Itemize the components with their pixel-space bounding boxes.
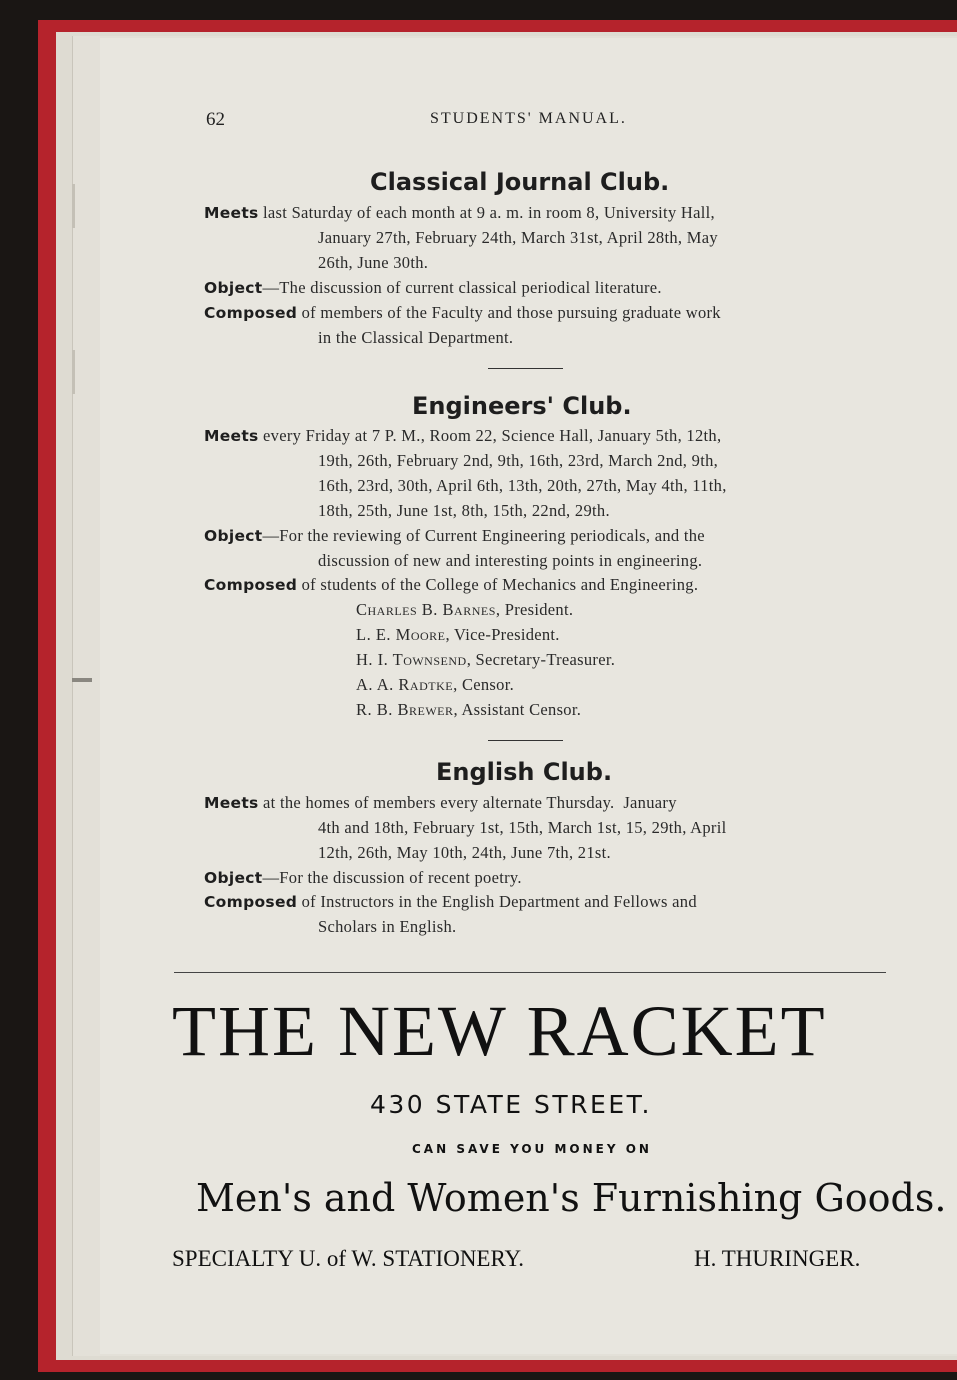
advertisement-top-rule	[174, 972, 886, 973]
officer-role: , President.	[495, 600, 574, 619]
page-number: 62	[206, 109, 225, 130]
club-object-line	[204, 278, 662, 298]
officer-line	[356, 600, 573, 620]
composed-text: of Instructors in the English Department and Fellows and	[301, 892, 697, 911]
object-text: —The discussion of current classical periodical literature.	[262, 278, 662, 297]
advertisement-goods: Men's and Women's Furnishing Goods.	[196, 1176, 947, 1220]
composed-text: Scholars in English.	[318, 917, 457, 936]
composed-label: Composed	[204, 576, 298, 594]
officer-role: , Secretary-Treasurer.	[466, 650, 616, 669]
officer-line	[356, 625, 560, 645]
meets-text: 16th, 23rd, 30th, April 6th, 13th, 20th, 27th, May 4th, 11th,	[318, 476, 727, 495]
page-tab-mark	[72, 350, 75, 394]
officer-name: L. E. Moore	[356, 625, 446, 644]
advertisement-store-name: THE NEW RACKET	[172, 991, 827, 1071]
club-object-line	[204, 526, 705, 546]
page-tab-mark	[72, 678, 92, 682]
club-meets-line	[204, 426, 721, 446]
meets-label: Meets	[204, 427, 259, 445]
club-composed-line	[204, 892, 697, 912]
meets-label: Meets	[204, 204, 259, 222]
meets-text: last Saturday of each month at 9 a. m. in room 8, University Hall,	[263, 203, 715, 222]
club-title-english: English Club.	[436, 758, 613, 786]
meets-text: 26th, June 30th.	[318, 253, 429, 272]
composed-text: in the Classical Department.	[318, 328, 514, 347]
club-meets-line	[204, 793, 677, 813]
club-meets-line	[204, 203, 715, 223]
composed-text: of students of the College of Mechanics and Engineering.	[301, 575, 699, 594]
object-label: Object	[204, 869, 263, 887]
officer-line	[356, 675, 514, 695]
club-title-classical: Classical Journal Club.	[370, 168, 670, 196]
meets-text: every Friday at 7 P. M., Room 22, Science Hall, January 5th, 12th,	[263, 426, 722, 445]
book-page	[100, 38, 957, 1354]
object-text: discussion of new and interesting points in engineering.	[318, 551, 703, 570]
page-tab-mark	[72, 184, 75, 228]
club-composed-line	[204, 303, 721, 323]
officer-role: , Assistant Censor.	[453, 700, 582, 719]
club-object-line	[204, 868, 522, 888]
object-text: —For the discussion of recent poetry.	[262, 868, 522, 887]
meets-text: 18th, 25th, June 1st, 8th, 15th, 22nd, 29th.	[318, 501, 610, 520]
officer-name: Charles B. Barnes	[356, 600, 496, 619]
officer-name: H. I. Townsend	[356, 650, 467, 669]
advertisement-address: 430 STATE STREET.	[370, 1090, 652, 1119]
meets-text: 4th and 18th, February 1st, 15th, March 1st, 15, 29th, April	[318, 818, 727, 837]
running-title: STUDENTS' MANUAL.	[430, 110, 627, 127]
meets-text: at the homes of members every alternate Thursday. January	[263, 793, 677, 812]
officer-role: , Censor.	[453, 675, 515, 694]
meets-text: January 27th, February 24th, March 31st, April 28th, May	[318, 228, 718, 247]
composed-label: Composed	[204, 893, 298, 911]
meets-label: Meets	[204, 794, 259, 812]
object-text: —For the reviewing of Current Engineering periodicals, and the	[262, 526, 705, 545]
meets-text: 12th, 26th, May 10th, 24th, June 7th, 21st.	[318, 843, 611, 862]
club-composed-line	[204, 575, 698, 595]
object-label: Object	[204, 527, 263, 545]
officer-name: A. A. Radtke	[356, 675, 454, 694]
object-label: Object	[204, 279, 263, 297]
officer-line	[356, 650, 615, 670]
meets-text: 19th, 26th, February 2nd, 9th, 16th, 23rd, March 2nd, 9th,	[318, 451, 719, 470]
composed-label: Composed	[204, 304, 298, 322]
officer-role: , Vice-President.	[445, 625, 560, 644]
advertisement-tagline: CAN SAVE YOU MONEY ON	[412, 1142, 652, 1156]
section-divider	[488, 740, 563, 741]
club-title-engineers: Engineers' Club.	[412, 392, 632, 420]
officer-line	[356, 700, 581, 720]
section-divider	[488, 368, 563, 369]
composed-text: of members of the Faculty and those pursuing graduate work	[301, 303, 721, 322]
officer-name: R. B. Brewer	[356, 700, 454, 719]
advertisement-specialty: SPECIALTY U. of W. STATIONERY.	[172, 1246, 524, 1271]
advertisement-proprietor: H. THURINGER.	[694, 1246, 861, 1271]
